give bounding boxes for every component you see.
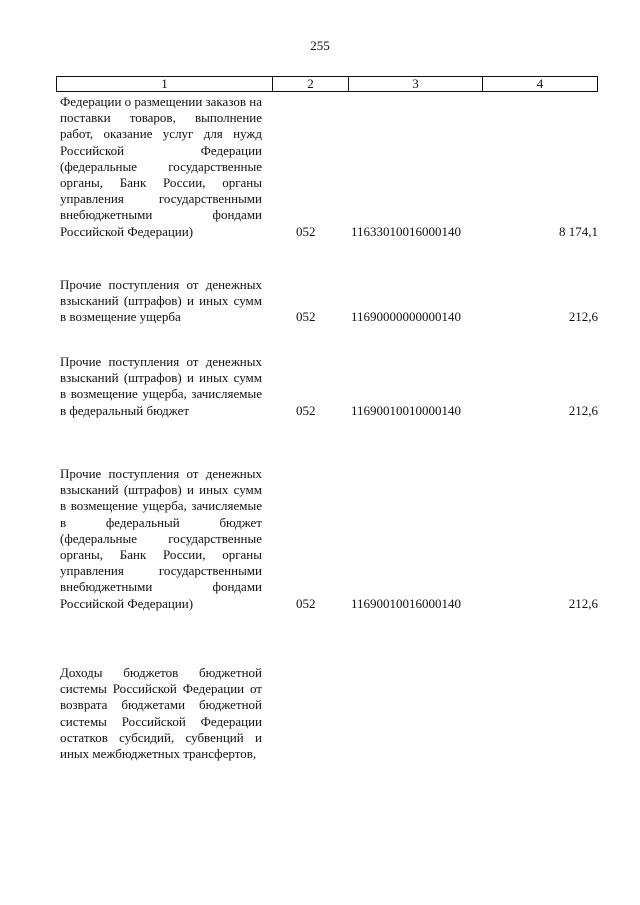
row-amount: 212,6 [568, 595, 598, 611]
table-header [56, 76, 598, 92]
header-col-1: 1 [57, 77, 273, 91]
table-row [60, 94, 600, 240]
row-amount: 212,6 [568, 309, 598, 325]
row-kbk: 11690000000000140 [351, 309, 462, 325]
row-description: Доходы бюджетов бюджетной системы Российской Федерации от возврата бюджетами бюджетной системы Российской Федерации остатков субсидий, субвенций и иных межбюджетных трансфертов, [60, 665, 262, 762]
row-code: 052 [296, 309, 316, 325]
row-code: 052 [296, 223, 316, 239]
row-amount: 212,6 [568, 402, 598, 418]
table-row [60, 354, 600, 419]
row-description: Прочие поступления от денежных взысканий (штрафов) и иных сумм в возмещение ущерба [60, 277, 262, 325]
row-description: Прочие поступления от денежных взысканий (штрафов) и иных сумм в возмещение ущерба, зачисляемые в федеральный бюджет (федеральные государственные органы, Банк России, органы управления государственными внебюджетными фондами Российской Федерации) [60, 466, 262, 611]
header-col-3: 3 [349, 77, 483, 91]
row-description: Прочие поступления от денежных взысканий (штрафов) и иных сумм в возмещение ущерба, зачисляемые в федеральный бюджет [60, 354, 262, 418]
table-row [60, 466, 600, 612]
row-kbk: 11690010010000140 [351, 402, 462, 418]
row-code: 052 [296, 402, 316, 418]
page-number: 255 [310, 38, 330, 53]
row-kbk: 11690010016000140 [351, 595, 462, 611]
row-kbk: 11633010016000140 [351, 223, 462, 239]
table-row [60, 277, 600, 326]
row-code: 052 [296, 595, 316, 611]
header-col-4: 4 [536, 76, 544, 91]
header-col-2: 2 [273, 77, 349, 91]
row-amount: 8 174,1 [559, 223, 598, 239]
table-row [60, 665, 600, 762]
row-description: Федерации о размещении заказов на поставки товаров, выполнение работ, оказание услуг для нужд Российской Федерации (федеральные государственные органы, Банк России, органы управления государственными внебюджетными фондами Российской Федерации) [60, 94, 262, 239]
